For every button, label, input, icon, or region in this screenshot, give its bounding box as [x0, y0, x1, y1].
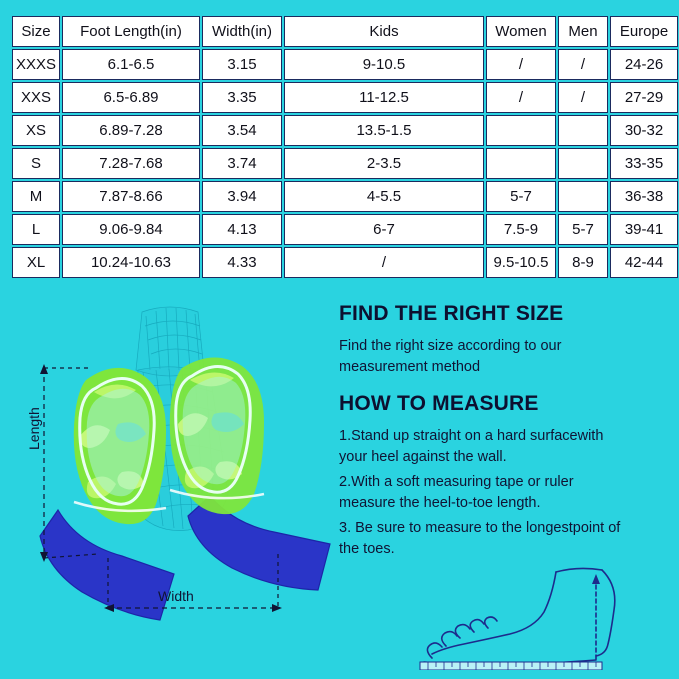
- step3-line-1: 3. Be sure to measure to the longestpoint of: [339, 520, 621, 537]
- cell-kids: 9-10.5: [284, 49, 484, 80]
- size-table-container: [10, 14, 669, 280]
- how-to-measure-heading: HOW TO MEASURE: [339, 392, 539, 416]
- swim-fins-illustration: [14, 296, 332, 632]
- column-header-width: Width(in): [202, 16, 282, 47]
- cell-foot-length: 10.24-10.63: [62, 247, 200, 278]
- cell-europe: 33-35: [610, 148, 678, 179]
- instructions-panel: [339, 302, 669, 564]
- cell-europe: 36-38: [610, 181, 678, 212]
- column-header-europe: Europe: [610, 16, 678, 47]
- step2-line-2: measure the heel-to-toe length.: [339, 495, 541, 512]
- cell-size: XXXS: [12, 49, 60, 80]
- cell-foot-length: 6.5-6.89: [62, 82, 200, 113]
- cell-foot-length: 9.06-9.84: [62, 214, 200, 245]
- lead-line-1: Find the right size according to our: [339, 338, 562, 354]
- right-fin: [170, 357, 330, 590]
- cell-men: [558, 148, 608, 179]
- cell-foot-length: 7.87-8.66: [62, 181, 200, 212]
- cell-europe: 24-26: [610, 49, 678, 80]
- cell-kids: 11-12.5: [284, 82, 484, 113]
- find-right-size-text: [339, 336, 669, 378]
- cell-kids: 6-7: [284, 214, 484, 245]
- column-header-size: Size: [12, 16, 60, 47]
- find-right-size-heading: FIND THE RIGHT SIZE: [339, 302, 564, 325]
- cell-size: S: [12, 148, 60, 179]
- column-header-men: Men: [558, 16, 608, 47]
- cell-width: 4.13: [202, 214, 282, 245]
- length-dimension-label: Length: [26, 407, 42, 450]
- cell-kids: /: [284, 247, 484, 278]
- foot-measurement-icon: [406, 566, 656, 670]
- cell-women: 7.5-9: [486, 214, 556, 245]
- table-row: [12, 148, 678, 179]
- cell-women: [486, 148, 556, 179]
- cell-women: 5-7: [486, 181, 556, 212]
- step1-line-1: 1.Stand up straight on a hard surfacewith: [339, 428, 604, 445]
- step3-line-2: the toes.: [339, 541, 395, 558]
- cell-foot-length: 7.28-7.68: [62, 148, 200, 179]
- cell-size: XL: [12, 247, 60, 278]
- cell-kids: 13.5-1.5: [284, 115, 484, 146]
- step1-line-2: your heel against the wall.: [339, 449, 507, 466]
- cell-width: 4.33: [202, 247, 282, 278]
- cell-kids: 2-3.5: [284, 148, 484, 179]
- cell-width: 3.94: [202, 181, 282, 212]
- cell-europe: 30-32: [610, 115, 678, 146]
- cell-men: /: [558, 82, 608, 113]
- cell-width: 3.54: [202, 115, 282, 146]
- table-row: [12, 214, 678, 245]
- cell-women: /: [486, 82, 556, 113]
- table-row: [12, 247, 678, 278]
- width-dimension-label: Width: [158, 588, 194, 604]
- measure-step-2: [339, 472, 669, 514]
- cell-width: 3.35: [202, 82, 282, 113]
- cell-size: XXS: [12, 82, 60, 113]
- ruler-icon: [420, 662, 602, 670]
- left-fin: [40, 368, 174, 620]
- cell-men: /: [558, 49, 608, 80]
- cell-women: 9.5-10.5: [486, 247, 556, 278]
- lead-line-2: measurement method: [339, 359, 481, 376]
- size-table: [10, 14, 679, 280]
- column-header-kids: Kids: [284, 16, 484, 47]
- column-header-women: Women: [486, 16, 556, 47]
- table-row: [12, 49, 678, 80]
- cell-foot-length: 6.89-7.28: [62, 115, 200, 146]
- cell-men: [558, 181, 608, 212]
- cell-europe: 42-44: [610, 247, 678, 278]
- cell-kids: 4-5.5: [284, 181, 484, 212]
- cell-size: M: [12, 181, 60, 212]
- table-row: [12, 181, 678, 212]
- cell-men: 8-9: [558, 247, 608, 278]
- cell-size: XS: [12, 115, 60, 146]
- cell-men: [558, 115, 608, 146]
- table-row: [12, 82, 678, 113]
- column-header-foot-length: Foot Length(in): [62, 16, 200, 47]
- cell-foot-length: 6.1-6.5: [62, 49, 200, 80]
- cell-width: 3.15: [202, 49, 282, 80]
- table-row: [12, 115, 678, 146]
- measure-step-1: [339, 426, 669, 468]
- cell-women: /: [486, 49, 556, 80]
- cell-width: 3.74: [202, 148, 282, 179]
- step2-line-1: 2.With a soft measuring tape or ruler: [339, 474, 574, 491]
- cell-men: 5-7: [558, 214, 608, 245]
- cell-europe: 39-41: [610, 214, 678, 245]
- cell-size: L: [12, 214, 60, 245]
- cell-europe: 27-29: [610, 82, 678, 113]
- table-header-row: [12, 16, 678, 47]
- measure-step-3: [339, 518, 669, 560]
- cell-women: [486, 115, 556, 146]
